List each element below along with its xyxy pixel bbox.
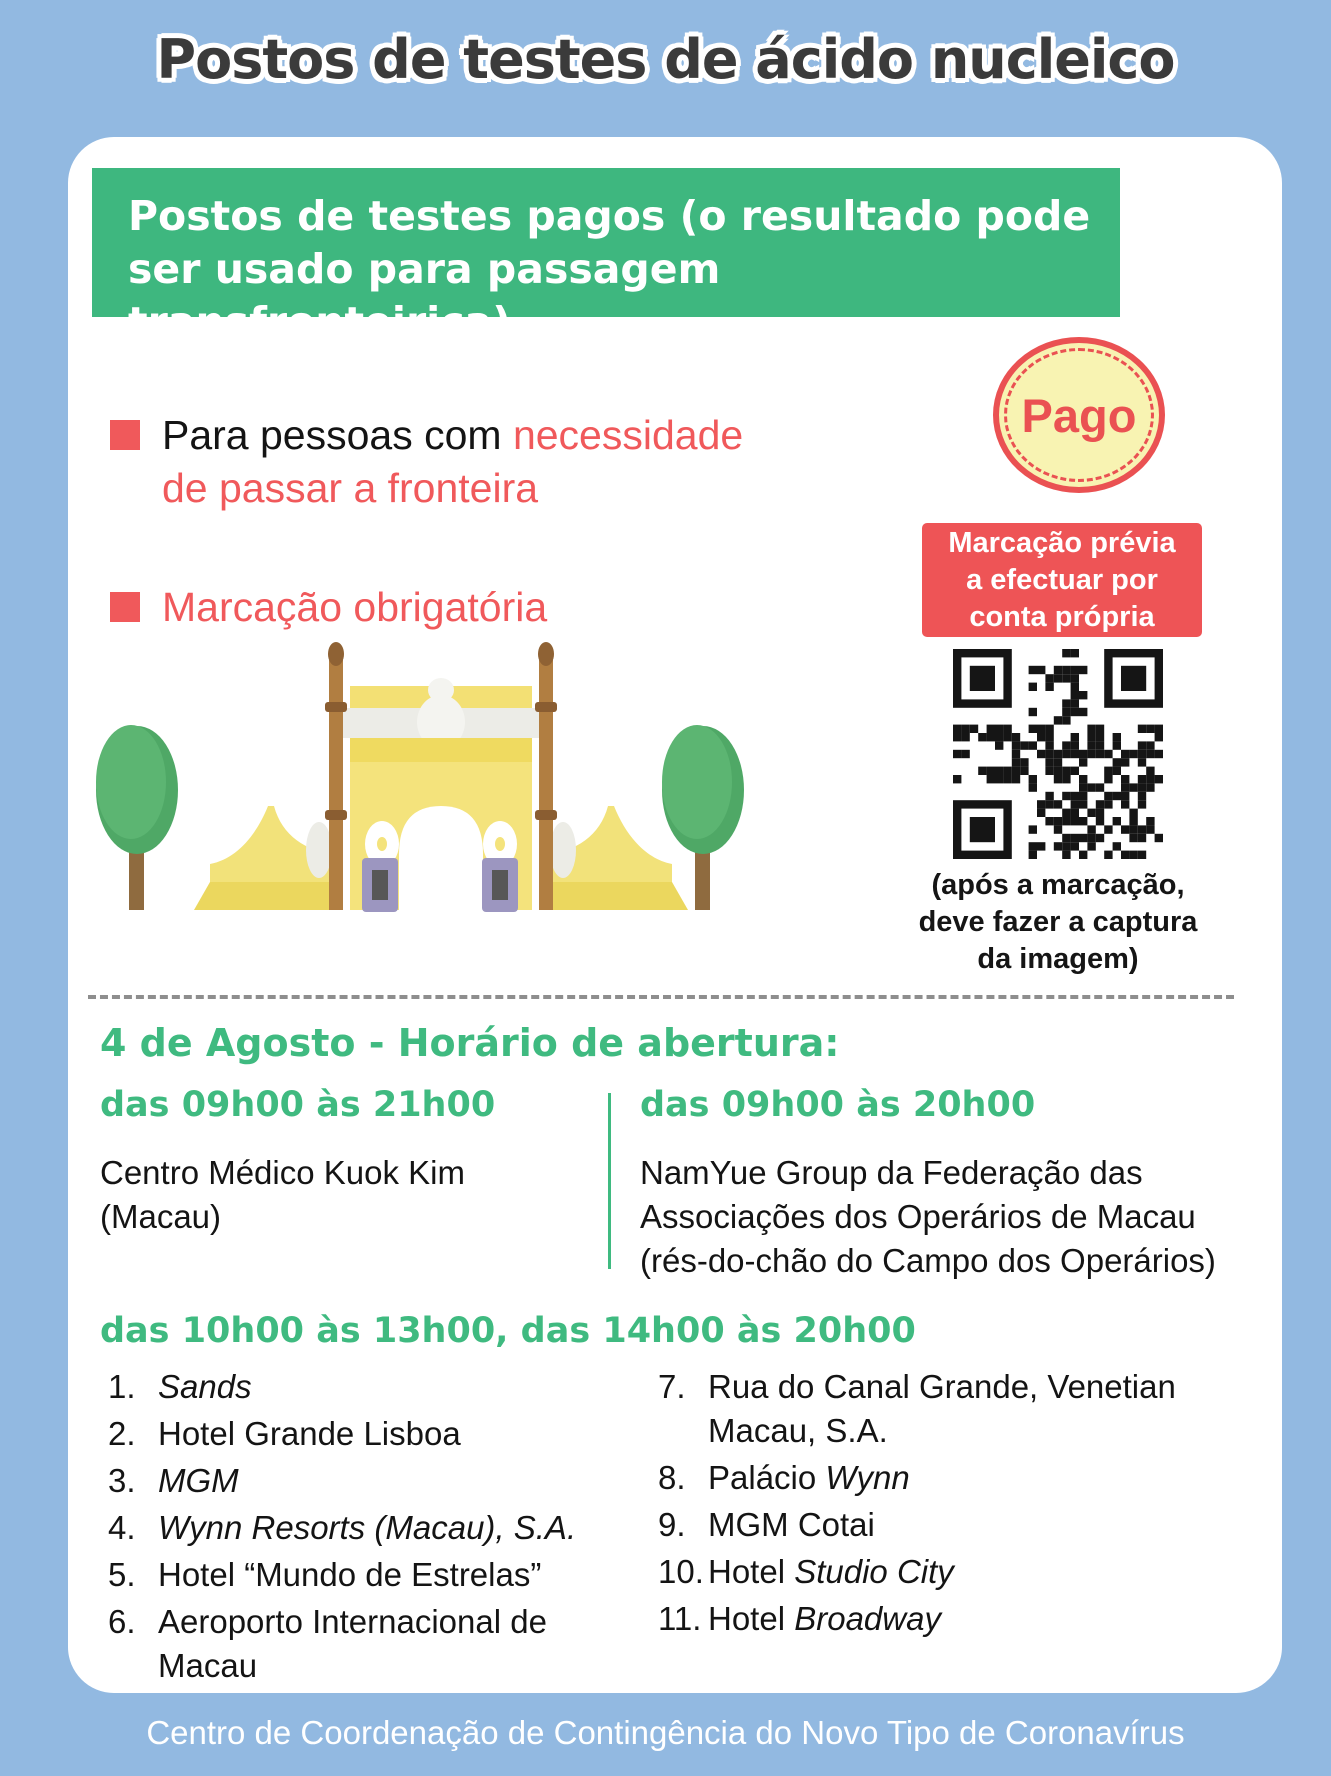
venue-number: 6. [108,1603,136,1640]
venue-number: 8. [658,1459,686,1496]
notice-line: Marcação prévia [948,526,1176,559]
venue-number: 3. [108,1462,136,1499]
venue-name: Hotel Studio City [708,1553,954,1590]
venue-number: 1. [108,1368,136,1405]
venue-item [108,1600,608,1688]
venue-name: Sands [158,1368,252,1405]
footer-credit: Centro de Coordenação de Contingência do Novo Tipo de Coronavírus [146,1714,1185,1751]
paid-stamp-badge [993,337,1165,493]
venue-item [108,1506,608,1550]
venue-number: 10. [658,1553,704,1590]
venue-name: MGM [158,1462,239,1499]
tree-icon [662,725,744,910]
venue-name: Aeroporto Internacional de Macau [158,1603,547,1684]
venue-number: 7. [658,1368,686,1405]
red-square-bullet-icon [110,592,140,622]
bullet-border-need [110,409,750,515]
venue-item [108,1459,608,1503]
qr-caption: (após a marcação, deve fazer a captura da imagem) [918,869,1198,975]
venue-number: 9. [658,1506,686,1543]
venue-name: MGM Cotai [708,1506,875,1543]
venue-description: Centro Médico Kuok Kim (Macau) [100,1154,465,1235]
notice-line: conta própria [969,600,1155,633]
venue-description: NamYue Group da Federação das Associações dos Operários de Macau (rés-do-chão do Campo dos Operários) [640,1154,1216,1279]
venue-name: Hotel Broadway [708,1600,941,1637]
border-gate-illustration [68,642,828,922]
schedule-column-right [640,1085,1230,1283]
prior-booking-notice [922,523,1202,637]
venue-number: 5. [108,1556,136,1593]
venue-item [658,1503,1198,1547]
venue-name: Wynn Resorts (Macau), S.A. [158,1509,577,1546]
red-square-bullet-icon [110,420,140,450]
venue-item [108,1365,608,1409]
content-card [68,137,1282,1693]
qr-code [953,649,1163,859]
split-hours-heading: das 10h00 às 13h00, das 14h00 às 20h00 [100,1311,916,1351]
paid-tests-banner: Postos de testes pagos (o resultado pode ser usado para passagem transfronteiriça) [92,168,1120,317]
bullet-text: Para pessoas com necessidade de passar a fronteira [162,412,744,511]
vertical-divider [608,1093,611,1269]
paid-stamp-label: Pago [1021,388,1137,442]
opening-hours-heading: 4 de Agosto - Horário de abertura: [100,1021,840,1065]
venue-number: 2. [108,1415,136,1452]
venue-name: Hotel “Mundo de Estrelas” [158,1556,542,1593]
tree-icon [96,725,178,910]
venue-item [658,1456,1198,1500]
venue-list-left [108,1365,608,1691]
venue-item [658,1550,1198,1594]
page-title: Postos de testes de ácido nucleico [156,28,1175,91]
venue-name: Palácio Wynn [708,1459,910,1496]
venue-item [658,1365,1198,1453]
notice-line: a efectuar por [966,563,1158,596]
schedule-column-left [100,1085,580,1239]
venue-name: Rua do Canal Grande, Venetian Macau, S.A. [708,1368,1176,1449]
venue-item [108,1412,608,1456]
venue-item [108,1553,608,1597]
venue-number: 4. [108,1509,136,1546]
bullet-text: Marcação obrigatória [162,584,548,630]
venue-number: 11. [658,1600,702,1637]
hours-label: das 09h00 às 20h00 [640,1085,1036,1125]
venue-item [658,1597,1198,1641]
venue-list-right [658,1365,1198,1644]
dashed-divider [88,995,1234,999]
bullet-booking-required [110,581,547,634]
venue-name: Hotel Grande Lisboa [158,1415,461,1452]
hours-label: das 09h00 às 21h00 [100,1085,496,1125]
